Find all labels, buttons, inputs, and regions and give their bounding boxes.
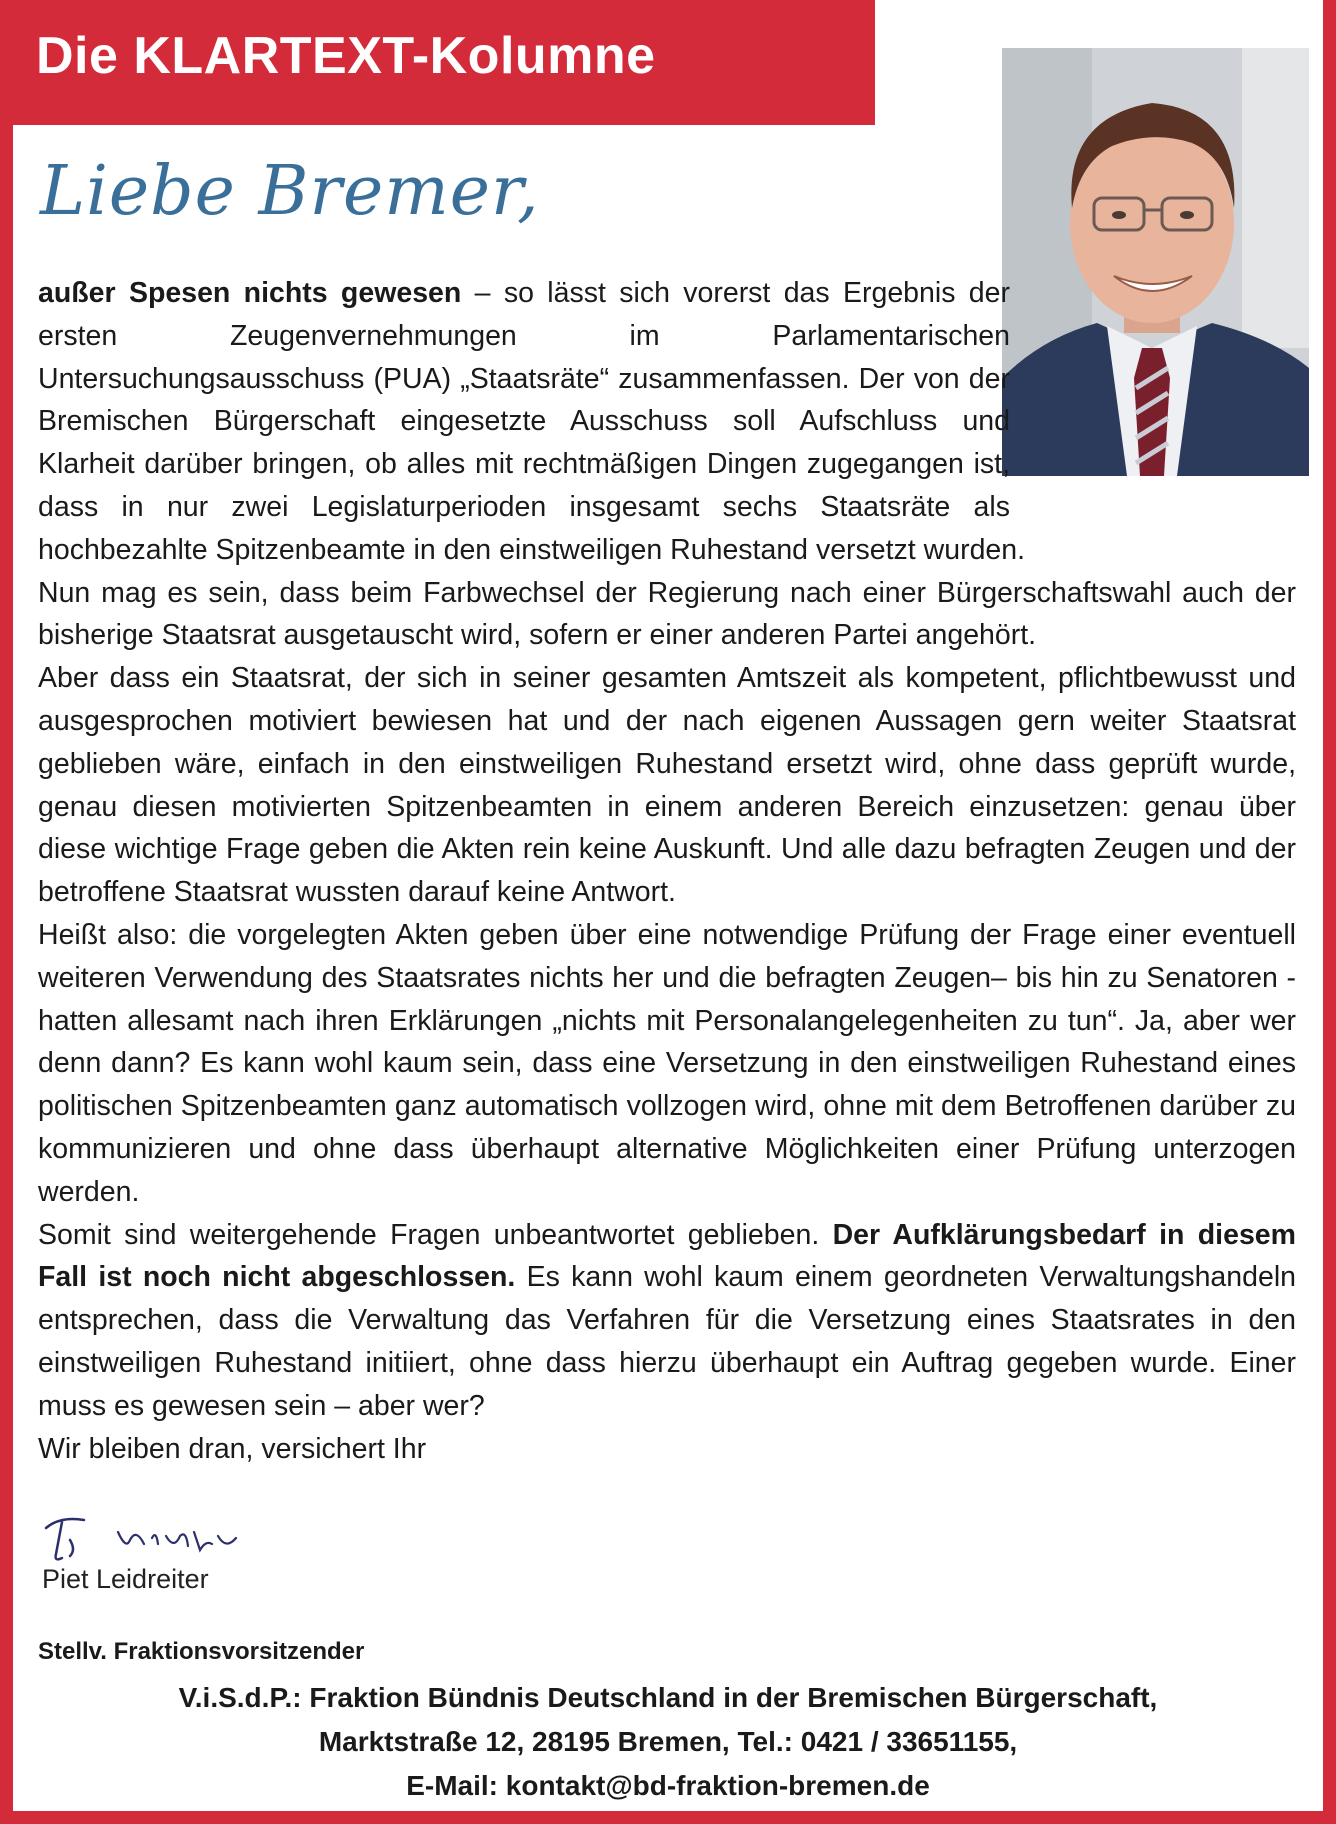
column-title: Die KLARTEXT-Kolumne [36,27,656,85]
header-bar [0,0,875,125]
closing-line: Wir bleiben dran, versichert Ihr [38,1432,427,1465]
article-paragraph: Heißt also: die vorgelegten Akten geben über eine notwendige Prüfung der Frage einer eventuell weiteren Verwendung des Staatsrates nichts her und die befragten Zeugen– bis hin zu Senatoren - hatten allesamt nach ihren Erklärungen „nichts mit Personalangelegenheiten zu tun“. Ja, aber wer denn dann? Es kann wohl kaum sein, dass eine Versetzung in den einstweiligen Ruhestand eines politischen Spitzenbeamten ganz automatisch vollzogen wird, ohne mit dem Betroffenen darüber zu kommunizieren und ohne dass überhaupt alternative Möglichkeiten einer Prüfung unterzogen werden. [38,918,1296,1208]
signature-name: Piet Leidreiter [42,1564,209,1594]
author-role: Stellv. Fraktionsvorsitzender [38,1638,365,1665]
p5-text-b: Es kann wohl kaum einem geordneten Verwaltungshandeln entsprechen, dass die Verwaltung das Verfahren für die Versetzung eines Staatsrates in den einstweiligen Ruhestand initiiert, ohne dass hierzu überhaupt ein Auftrag gegeben wurde. Einer muss es gewesen sein – aber wer? [38,1261,1297,1422]
p5-text-a: Somit sind weitergehende Fragen unbeantwortet geblieben. [38,1218,833,1251]
article-paragraph: Aber dass ein Staatsrat, der sich in seiner gesamten Amtszeit als kompetent, pflichtbewusst und ausgesprochen motiviert bewiesen hat und der nach eigenen Aussagen gern weiter Staatsrat geblieben wäre, einfach in den einstweiligen Ruhestand ersetzt wird, ohne dass geprüft wurde, genau diesen motivierten Spitzenbeamten in einem anderen Bereich einzusetzen: genau über diese wichtige Frage geben die Akten rein keine Auskunft. Und alle dazu befragten Zeugen und der betroffene Staatsrat wussten darauf keine Antwort. [38,662,1296,909]
impressum-line: Marktstraße 12, 28195 Bremen, Tel.: 0421 / 33651155, [318,1726,1018,1757]
impressum [0,1676,1336,1808]
impressum-line: V.i.S.d.P.: Fraktion Bündnis Deutschland in der Bremischen Bürgerschaft, [178,1682,1158,1713]
photo-wrap-spacer [1010,272,1296,500]
impressum-email: E-Mail: kontakt@bd-fraktion-bremen.de [406,1770,930,1801]
lead-bold: außer Spesen nichts gewesen [38,277,462,309]
signature-block [40,1510,280,1600]
greeting-headline: Liebe Bremer, [40,152,540,231]
p5-bold: Der Aufklärungsbedarf in diesem Fall ist noch nicht abgeschlossen. [38,1218,1296,1294]
article-paragraph: Nun mag es sein, dass beim Farbwechsel der Regierung nach einer Bürgerschaftswahl auch der bisherige Staatsrat ausgetauscht wird, sofern er einer anderen Partei angehört. [38,576,1296,652]
lead-text: – so lässt sich vorerst das Ergebnis der ersten Zeugenvernehmungen im Parlamentarischen Untersuchungsausschuss (PUA) „Staatsräte“ zusammenfassen. Der von der Bremischen Bürgerschaft eingesetzte Ausschuss soll Aufschluss und Klarheit darüber bringen, ob alles mit rechtmäßigen Dingen zugegangen ist, dass in nur zwei Legislaturperioden insgesamt sechs Staatsräte als hochbezahlte Spitzenbeamte in den einstweiligen Ruhestand versetzt wurden. [38,277,1026,566]
article-body [38,272,1296,1470]
article-paragraph [38,1214,1296,1428]
handwritten-signature [40,1510,280,1600]
